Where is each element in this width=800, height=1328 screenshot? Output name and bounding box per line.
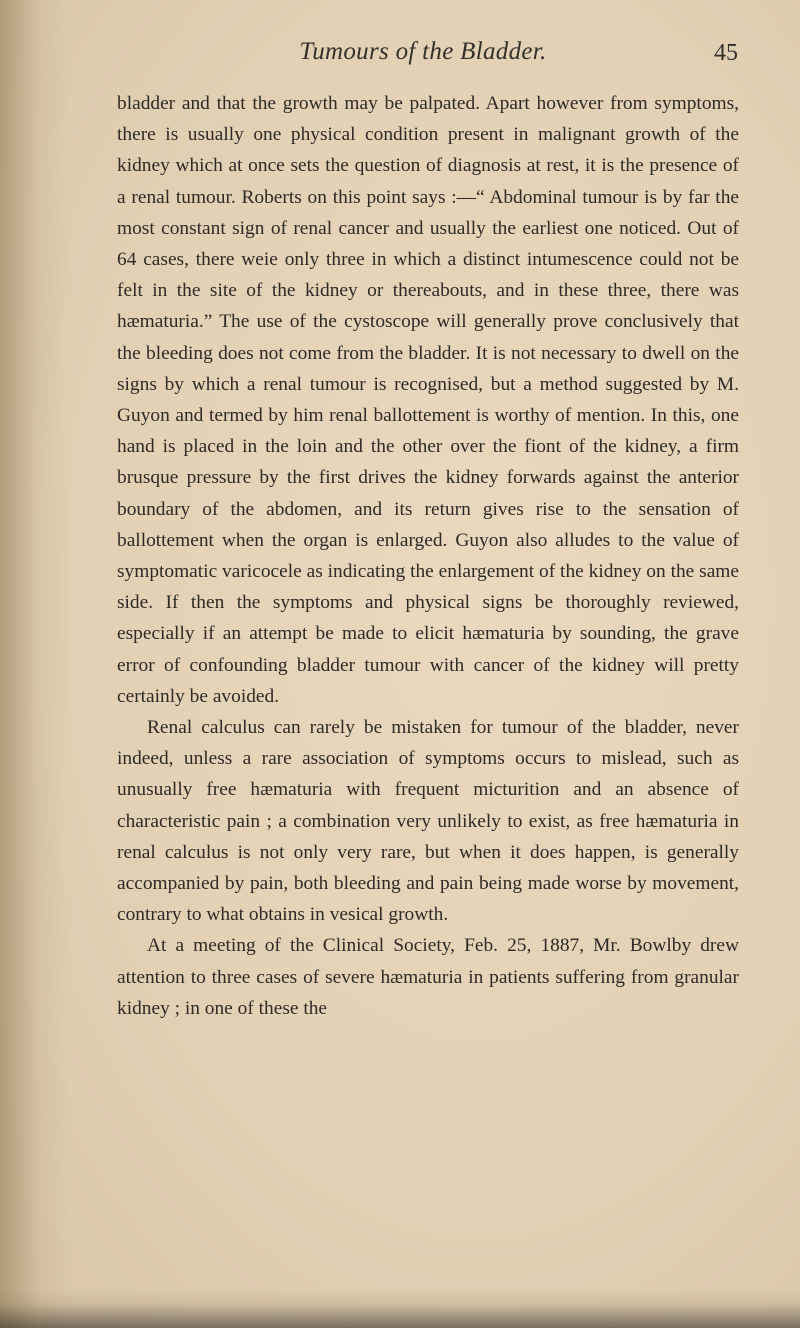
body-text	[117, 88, 739, 1024]
paragraph-3: At a meeting of the Clinical Society, Feb. 25, 1887, Mr. Bowlby drew attention to three cases of severe hæmaturia in patients suffering from granular kidney ; in one of these the	[117, 935, 739, 1019]
paragraph-1: bladder and that the growth may be palpated. Apart however from symptoms, there is usually one physical condition present in malignant growth of the kidney which at once sets the question of diagnosis at rest, it is the presence of a renal tumour. Roberts on this point says :—“ Abdominal tumour is by far the most constant sign of renal cancer and usually the earliest one noticed. Out of 64 cases, there weie only three in which a distinct intumescence could not be felt in the site of the kidney or thereabouts, and in these three, there was hæmaturia.” The use of the cystoscope will generally prove conclusively that the bleeding does not come from the bladder. It is not necessary to dwell on the signs by which a renal tumour is recognised, but a method suggested by M. Guyon and termed by him renal ballottement is worthy of mention. In this, one hand is placed in the loin and the other over the fiont of the kidney, a firm brusque pressure by the first drives the kidney forwards against the anterior boundary of the abdomen, and its return gives rise to the sensation of ballottement when the organ is enlarged. Guyon also alludes to the value of symptomatic varicocele as indicating the enlargement of the kidney on the same side. If then the symptoms and physical signs be thoroughly reviewed, especially if an attempt be made to elicit hæmaturia by sounding, the grave error of confounding bladder tumour with cancer of the kidney will pretty certainly be avoided.	[117, 93, 739, 707]
page-bottom-shadow	[0, 1288, 800, 1328]
page-gutter-shadow	[0, 0, 70, 1328]
page-number: 45	[714, 40, 738, 66]
running-title: Tumours of the Bladder.	[299, 38, 547, 65]
page-header	[108, 38, 738, 78]
paragraph-2: Renal calculus can rarely be mistaken for tumour of the bladder, never indeed, unless a rare association of symptoms occurs to mislead, such as unusually free hæmaturia with frequent micturition and an absence of characteristic pain ; a combination very unlikely to exist, as free hæmaturia in renal calculus is not only very rare, but when it does happen, is generally accompanied by pain, both bleeding and pain being made worse by movement, contrary to what obtains in vesical growth.	[117, 717, 739, 926]
